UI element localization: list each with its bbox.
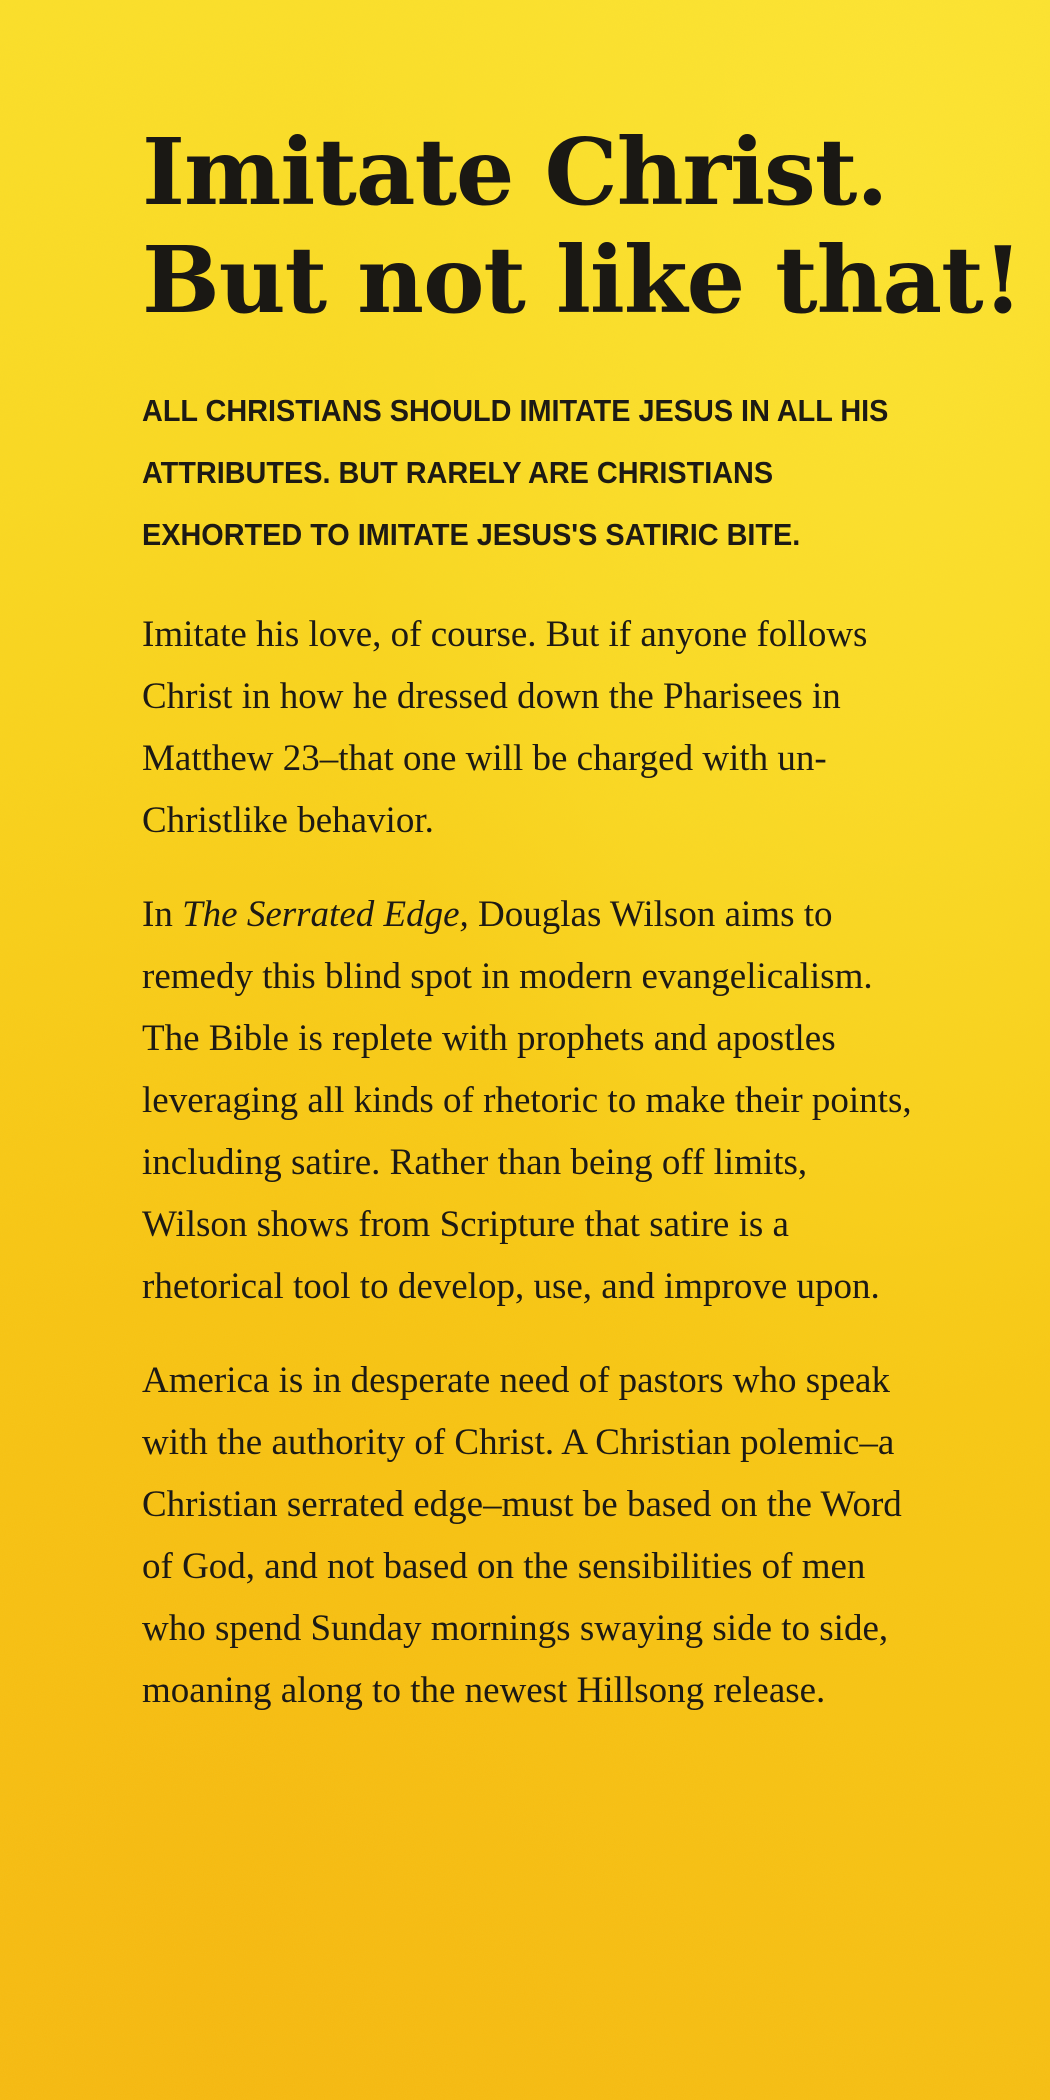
headline-line-2: But not like that!: [142, 226, 1023, 334]
cover-text: [142, 118, 1023, 1754]
paragraph-2-body: Douglas Wilson aims to remedy this blind spot in modern evangelicalism. The Bible is replete with prophets and apostles leveraging all kinds of rhetoric to make their points, including satire. Rather than being off limits, Wilson shows from Scripture that satire is a rhetorical tool to develop, use, and improve upon.: [142, 894, 912, 1307]
subtitle-blurb: ALL CHRISTIANS SHOULD IMITATE JESUS IN ALL HIS ATTRIBUTES. BUT RARELY ARE CHRISTIANS EXHORTED TO IMITATE JESUS'S SATIRIC BITE.: [142, 393, 889, 552]
paragraph-3: America is in desperate need of pastors who speak with the authority of Christ. A Christian polemic–a Christian serrated edge–must be based on the Word of God, and not based on the sensibilities of men who spend Sunday mornings swaying side to side, moaning along to the newest Hillsong release.: [142, 1360, 902, 1711]
headline: [142, 118, 1023, 334]
paragraph-2-lead: In: [142, 894, 183, 935]
headline-line-1: Imitate Christ.: [142, 118, 888, 226]
paragraph-1: Imitate his love, of course. But if anyone follows Christ in how he dressed down the Pharisees in Matthew 23–that one will be charged with un-Christlike behavior.: [142, 614, 868, 841]
book-title: The Serrated Edge,: [182, 894, 469, 935]
paragraph-2: [142, 884, 912, 1318]
